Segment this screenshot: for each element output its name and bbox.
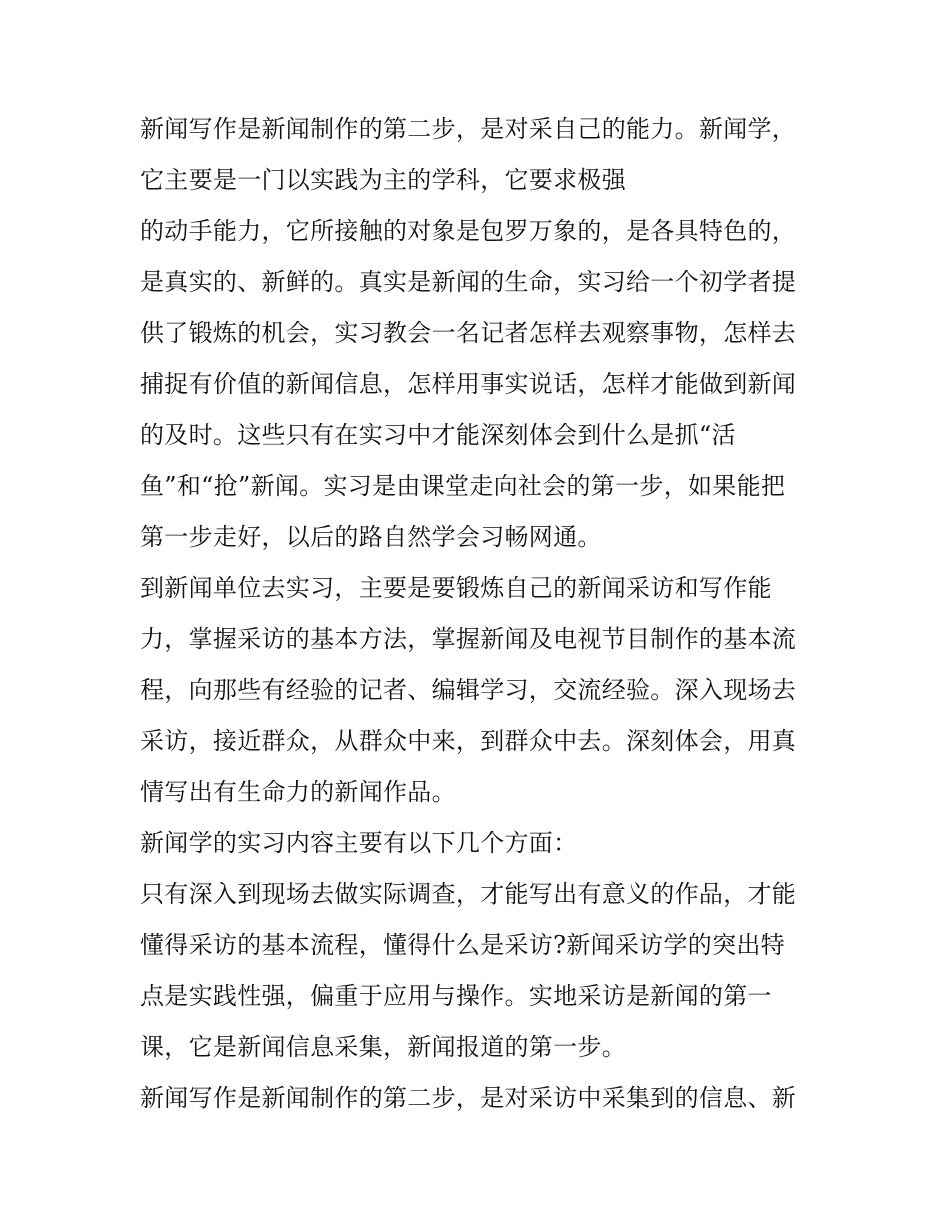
text-line-8: 鱼”和“抢”新闻。实习是由课堂走向社会的第一步，如果能把 <box>140 472 786 500</box>
text-line-7: 的及时。这些只有在实习中才能深刻体会到什么是抓“活 <box>140 421 736 449</box>
text-line-3: 的动手能力，它所接触的对象是包罗万象的，是各具特色的， <box>140 217 797 245</box>
text-line-11: 力，掌握采访的基本方法，掌握新闻及电视节目制作的基本流 <box>140 625 797 653</box>
text-line-16: 只有深入到现场去做实际调查，才能写出有意义的作品，才能 <box>140 880 797 908</box>
text-line-10: 到新闻单位去实习，主要是要锻炼自己的新闻采访和写作能 <box>140 574 772 602</box>
text-line-18: 点是实践性强，偏重于应用与操作。实地采访是新闻的第一 <box>140 982 772 1010</box>
text-line-19: 课，它是新闻信息采集，新闻报道的第一步。 <box>140 1033 626 1061</box>
text-line-5: 供了锻炼的机会，实习教会一名记者怎样去观察事物，怎样去 <box>140 319 797 347</box>
text-line-4: 是真实的、新鲜的。真实是新闻的生命，实习给一个初学者提 <box>140 268 797 296</box>
text-line-13: 采访，接近群众，从群众中来，到群众中去。深刻体会，用真 <box>140 727 797 755</box>
text-line-1: 新闻写作是新闻制作的第二步，是对采自己的能力。新闻学， <box>140 115 797 143</box>
text-line-2: 它主要是一门以实践为主的学科，它要求极强 <box>140 166 626 194</box>
text-line-20: 新闻写作是新闻制作的第二步，是对采访中采集到的信息、新 <box>140 1084 797 1112</box>
text-line-14: 情写出有生命力的新闻作品。 <box>140 778 456 806</box>
text-line-12: 程，向那些有经验的记者、编辑学习，交流经验。深入现场去 <box>140 676 797 704</box>
text-line-6: 捕捉有价值的新闻信息，怎样用事实说话，怎样才能做到新闻 <box>140 370 797 398</box>
text-line-9: 第一步走好，以后的路自然学会习畅网通。 <box>140 523 602 551</box>
text-line-17: 懂得采访的基本流程，懂得什么是采访?新闻采访学的突出特 <box>140 931 785 959</box>
document-body <box>140 104 820 1124</box>
text-line-15: 新闻学的实习内容主要有以下几个方面： <box>140 829 578 857</box>
